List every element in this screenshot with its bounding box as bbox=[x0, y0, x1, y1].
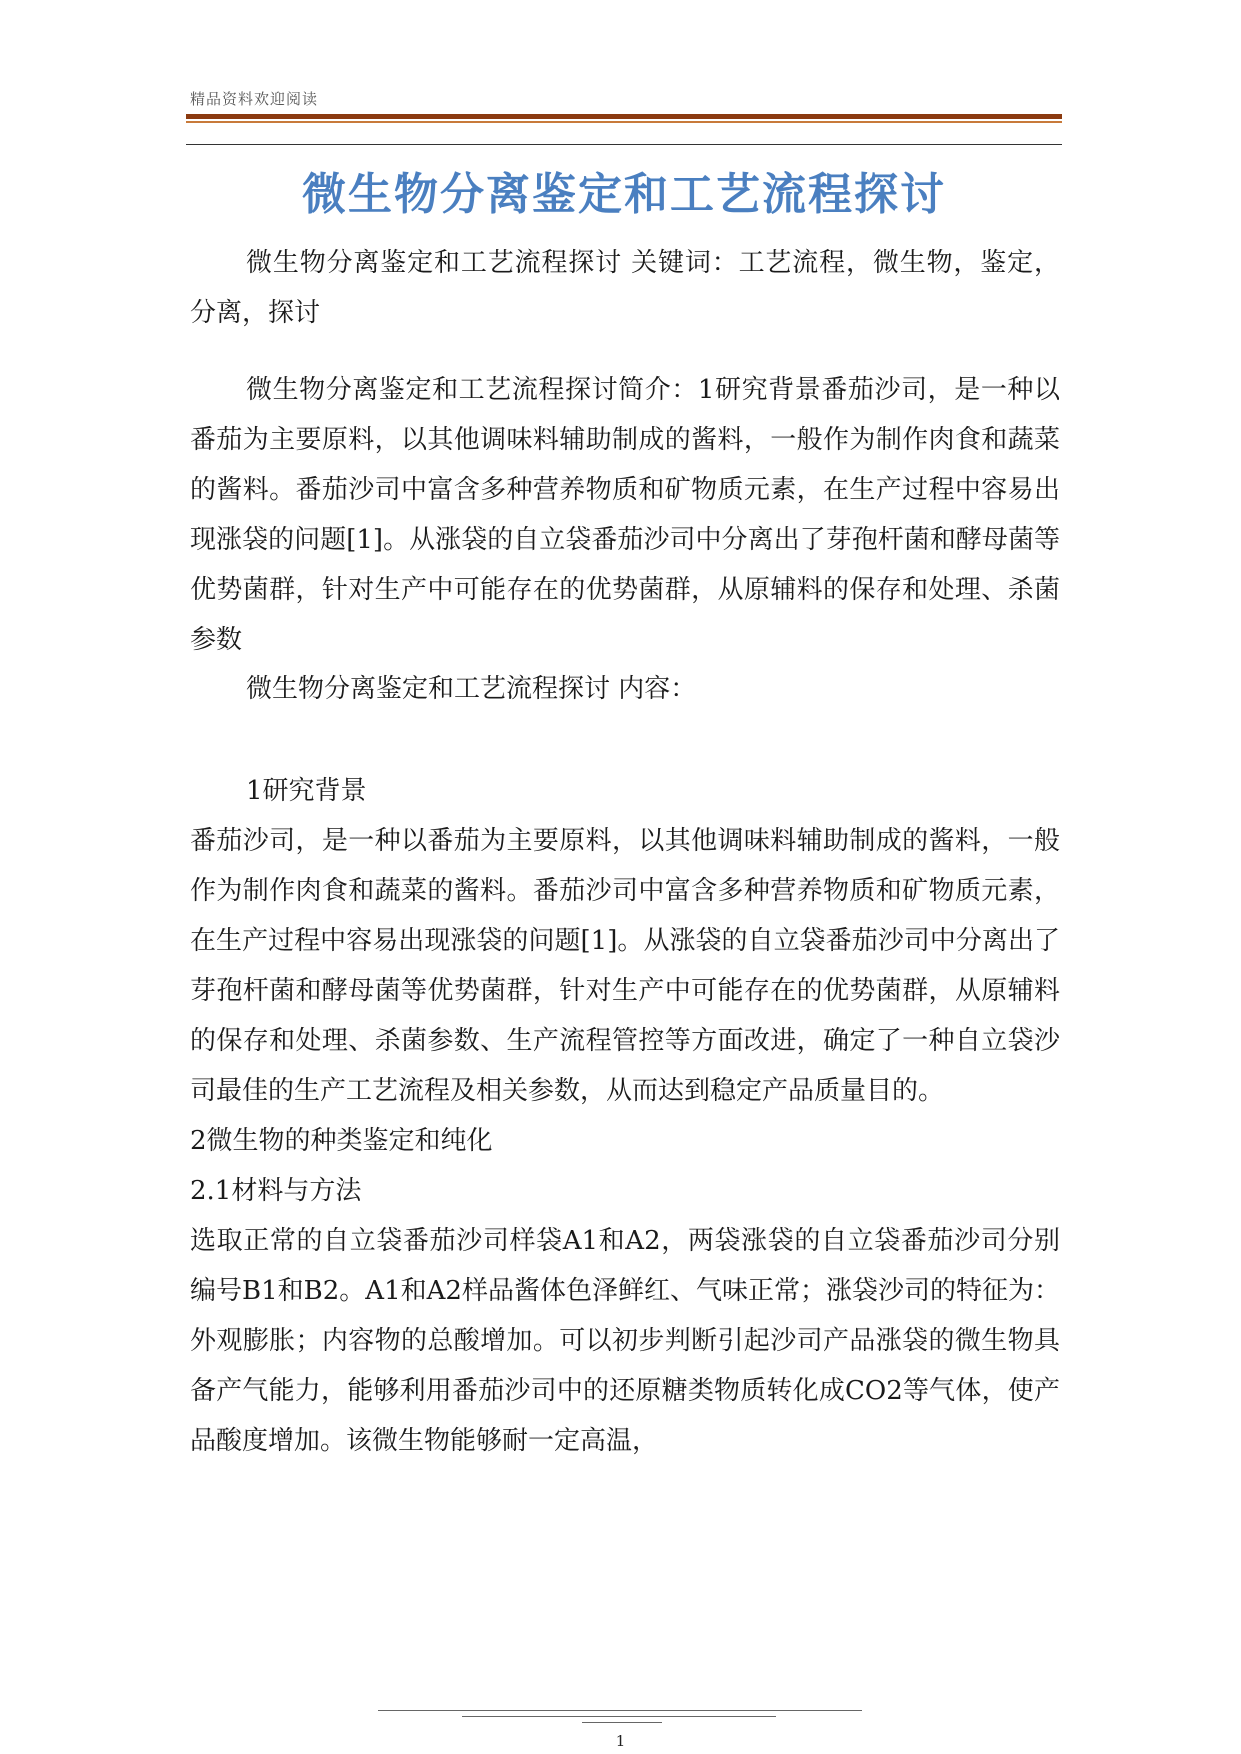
section-2-heading: 2微生物的种类鉴定和纯化 bbox=[190, 1126, 493, 1156]
footer-rule bbox=[582, 1722, 662, 1723]
section-2-1-heading: 2.1材料与方法 bbox=[190, 1176, 362, 1206]
document-title: 微生物分离鉴定和工艺流程探讨 bbox=[302, 169, 946, 220]
keywords-paragraph: 微生物分离鉴定和工艺流程探讨 关键词：工艺流程，微生物，鉴定，分离，探讨 bbox=[190, 248, 1060, 328]
page-number: 1 bbox=[615, 1732, 626, 1750]
section-1-body: 番茄沙司，是一种以番茄为主要原料，以其他调味料辅助制成的酱料，一般作为制作肉食和蔬菜的酱料。番茄沙司中富含多种营养物质和矿物质元素，在生产过程中容易出现涨袋的问题[1]。从涨袋的自立袋番茄沙司中分离出了芽孢杆菌和酵母菌等优势菌群，针对生产中可能存在的优势菌群，从原辅料的保存和处理、杀菌参数、生产流程管控等方面改进，确定了一种自立袋沙司最佳的生产工艺流程及相关参数，从而达到稳定产品质量目的。 bbox=[190, 826, 1060, 1106]
footer-rule bbox=[462, 1716, 776, 1717]
content-label: 微生物分离鉴定和工艺流程探讨 内容： bbox=[246, 674, 697, 704]
body-section bbox=[190, 766, 1060, 1466]
header-rule-accent bbox=[186, 121, 1062, 123]
header-rule-thick bbox=[186, 114, 1062, 119]
intro-paragraph: 微生物分离鉴定和工艺流程探讨简介：1研究背景番茄沙司，是一种以番茄为主要原料，以其他调味料辅助制成的酱料，一般作为制作肉食和蔬菜的酱料。番茄沙司中富含多种营养物质和矿物质元素，在生产过程中容易出现涨袋的问题[1]。从涨袋的自立袋番茄沙司中分离出了芽孢杆菌和酵母菌等优势菌群，针对生产中可能存在的优势菌群，从原辅料的保存和处理、杀菌参数 bbox=[190, 375, 1060, 655]
header-rule-thin bbox=[186, 144, 1062, 145]
section-1-heading: 1研究背景 bbox=[246, 776, 367, 806]
footer-rule bbox=[378, 1710, 862, 1711]
page-header-text: 精品资料欢迎阅读 bbox=[190, 90, 319, 108]
section-2-1-body: 选取正常的自立袋番茄沙司样袋A1和A2，两袋涨袋的自立袋番茄沙司分别编号B1和B2。A1和A2样品酱体色泽鲜红、气味正常；涨袋沙司的特征为：外观膨胀；内容物的总酸增加。可以初步判断引起沙司产品涨袋的微生物具备产气能力，能够利用番茄沙司中的还原糖类物质转化成CO2等气体，使产品酸度增加。该微生物能够耐一定高温， bbox=[190, 1226, 1060, 1456]
